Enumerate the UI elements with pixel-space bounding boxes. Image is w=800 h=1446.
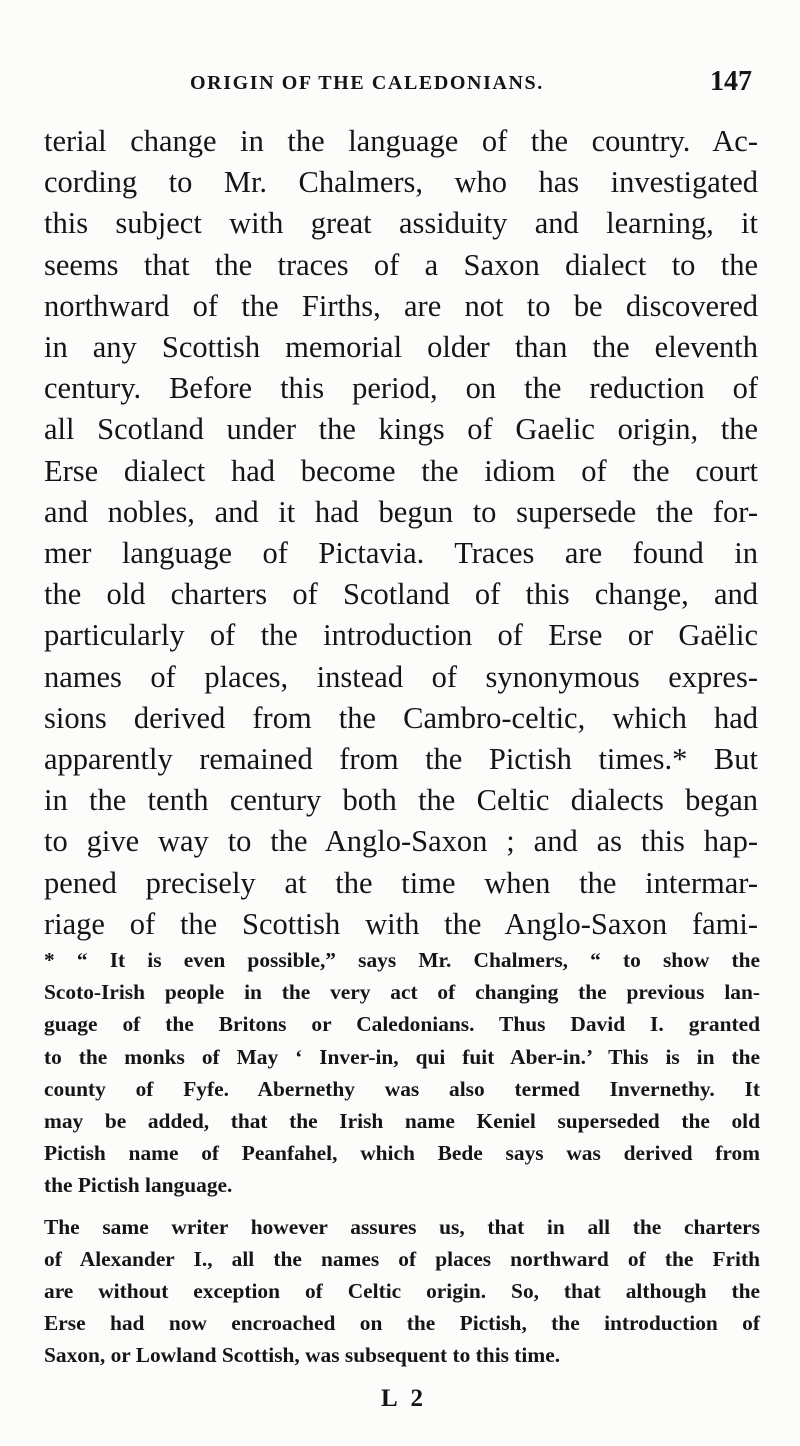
running-title: ORIGIN OF THE CALEDONIANS. — [190, 72, 544, 94]
text-line: in any Scottish memorial older than the eleventh — [44, 330, 758, 365]
footnote-line: county of Fyfe. Abernethy was also termed Invernethy. It — [44, 1076, 760, 1101]
text-line: Erse dialect had become the idiom of the court — [44, 453, 758, 488]
running-head — [44, 66, 764, 106]
text-line: in the tenth century both the Celtic dialects began — [44, 783, 758, 818]
footnote-block — [44, 944, 760, 1372]
footnote-line: guage of the Britons or Caledonians. Thus David I. granted — [44, 1012, 760, 1037]
text-line: and nobles, and it had begun to supersede the for- — [44, 494, 758, 529]
footnote-paragraph-gap — [44, 1202, 760, 1211]
footnote-line: may be added, that the Irish name Keniel superseded the old — [44, 1109, 760, 1134]
text-line: apparently remained from the Pictish times.* But — [44, 742, 758, 777]
footnote-line: Saxon, or Lowland Scottish, was subsequent to this time. — [44, 1343, 561, 1368]
text-line: seems that the traces of a Saxon dialect to the — [44, 247, 758, 282]
text-line: northward of the Firths, are not to be discovered — [44, 288, 758, 323]
text-line: pened precisely at the time when the intermar- — [44, 865, 758, 900]
page-number: 147 — [710, 66, 752, 97]
footnote-line: Erse had now encroached on the Pictish, the introduction of — [44, 1311, 760, 1336]
text-line: riage of the Scottish with the Anglo-Saxon fami- — [44, 906, 758, 941]
text-line: particularly of the introduction of Erse or Gaëlic — [44, 618, 758, 653]
footnote-line: Scoto-Irish people in the very act of changing the previous lan- — [44, 980, 760, 1005]
text-line: century. Before this period, on the reduction of — [44, 371, 758, 406]
text-line: all Scotland under the kings of Gaelic origin, the — [44, 412, 758, 447]
signature-mark: L 2 — [380, 1385, 428, 1412]
text-line: sions derived from the Cambro-celtic, which had — [44, 700, 758, 735]
footnote-line: Pictish name of Peanfahel, which Bede says was derived from — [44, 1141, 760, 1166]
footnote-line: are without exception of Celtic origin. So, that although the — [44, 1279, 760, 1304]
footnote-line: of Alexander I., all the names of places northward of the Frith — [44, 1246, 760, 1271]
text-line: to give way to the Anglo-Saxon ; and as this hap- — [44, 824, 758, 859]
text-line: mer language of Pictavia. Traces are found in — [44, 536, 758, 571]
footnote-line: * “ It is even possible,” says Mr. Chalmers, “ to show the — [44, 948, 760, 972]
footnote-line: to the monks of May ‘ Inver-in, qui fuit Aber-in.’ This is in the — [44, 1044, 760, 1069]
text-line: the old charters of Scotland of this change, and — [44, 577, 758, 612]
footnote-line: The same writer however assures us, that in all the charters — [44, 1214, 760, 1239]
footnote-line: the Pictish language. — [44, 1173, 233, 1198]
main-text-block — [44, 121, 758, 945]
text-line: terial change in the language of the country. Ac- — [44, 124, 758, 158]
text-line: this subject with great assiduity and learning, it — [44, 206, 758, 241]
text-line: cording to Mr. Chalmers, who has investigated — [44, 165, 758, 200]
text-line: names of places, instead of synonymous expres- — [44, 659, 758, 694]
